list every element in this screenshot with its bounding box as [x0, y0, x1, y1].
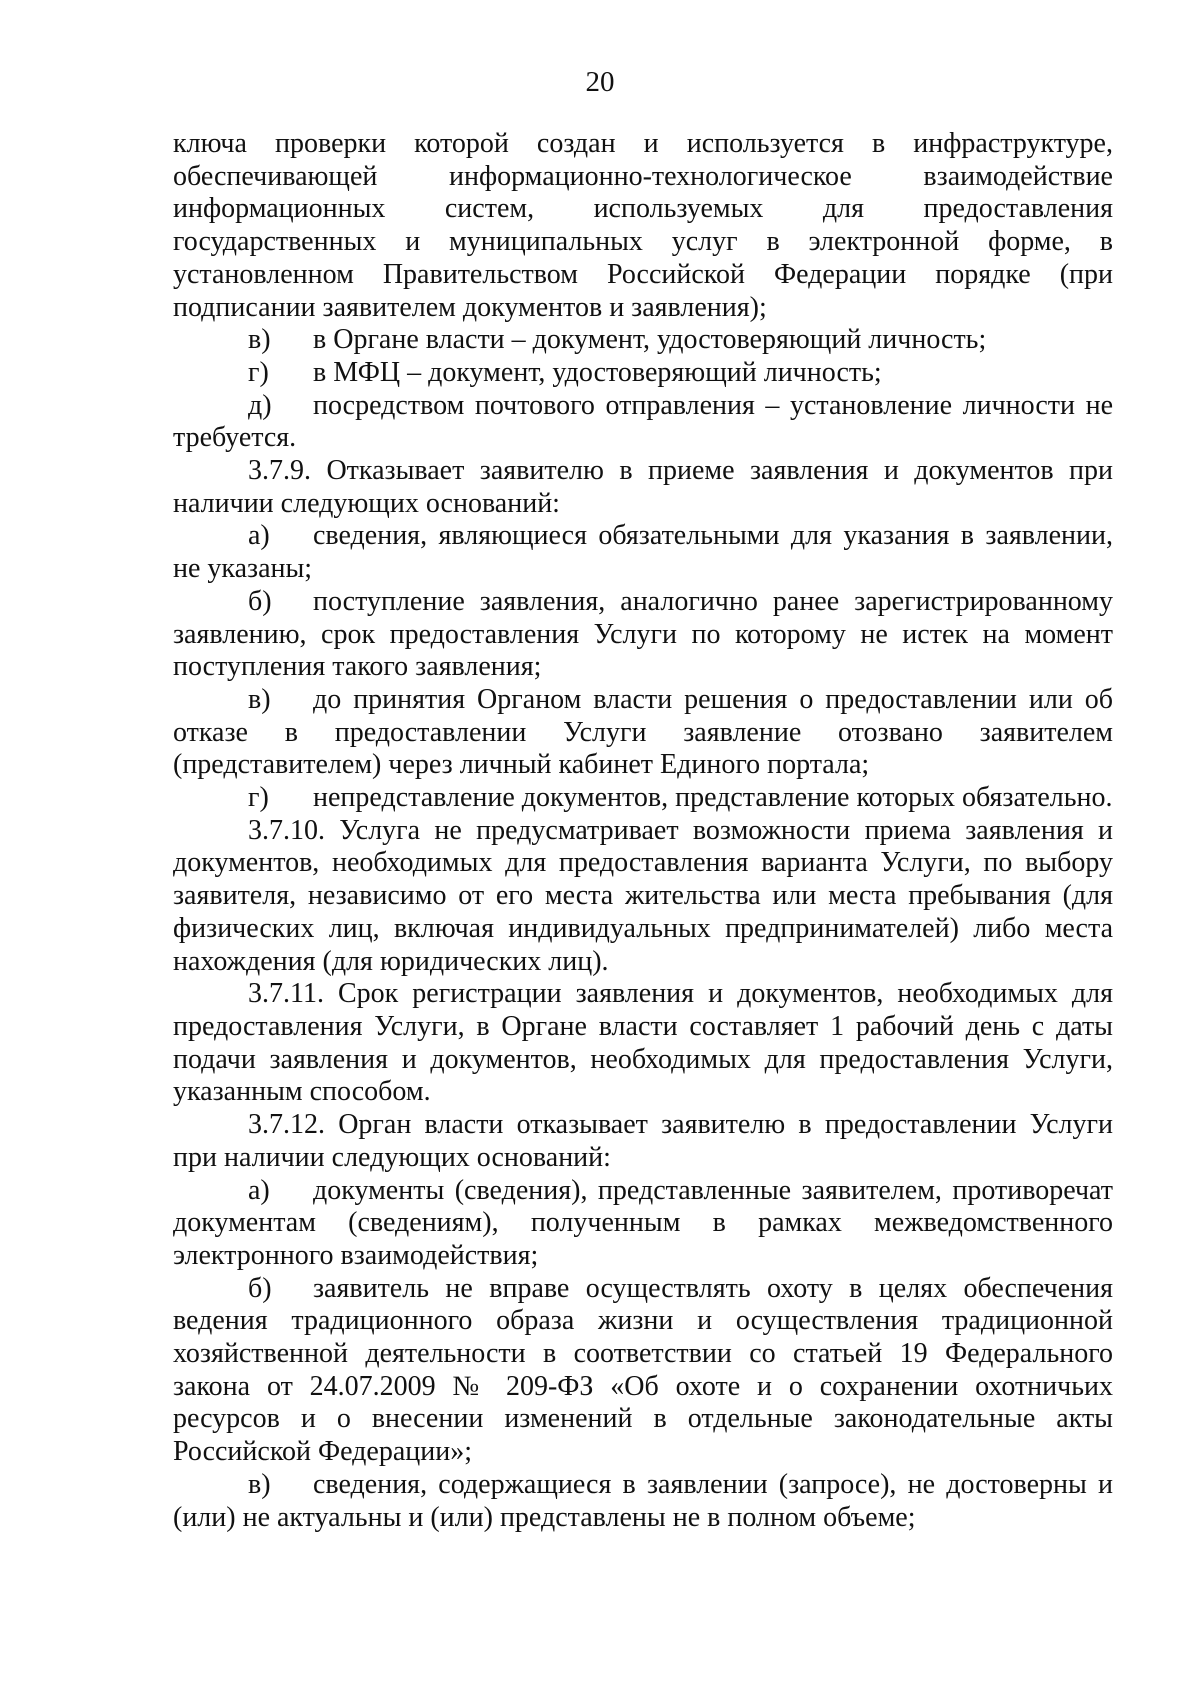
- list-item: [173, 520, 1113, 585]
- document-body: [173, 128, 1113, 1534]
- list-item: [173, 1175, 1113, 1273]
- list-item-marker: г): [248, 782, 269, 814]
- list-item: [173, 782, 1113, 815]
- list-item-text: документы (сведения), представленные заявителем, противоречат документам (сведениям), полученным в рамках межведомственного электронного взаимодействия;: [173, 1174, 1113, 1271]
- list-item-marker: г): [248, 356, 269, 388]
- list-item-text: сведения, являющиеся обязательными для указания в заявлении, не указаны;: [173, 520, 1113, 585]
- list-item-marker: а): [248, 520, 270, 552]
- list-item-text: посредством почтового отправления – установление личности не требуется.: [173, 389, 1113, 454]
- paragraph: 3.7.11. Срок регистрации заявления и документов, необходимых для предоставления Услуги, в Органе власти составляет 1 рабочий день с даты подачи заявления и документов, необходимых для предоставления Услуги, указанным способом.: [173, 978, 1113, 1108]
- list-item: [173, 1273, 1113, 1469]
- list-item-marker: в): [248, 324, 271, 356]
- list-item-marker: в): [248, 1468, 271, 1500]
- list-item-text: в Органе власти – документ, удостоверяющий личность;: [313, 324, 987, 356]
- paragraph: 3.7.12. Орган власти отказывает заявителю в предоставлении Услуги при наличии следующих оснований:: [173, 1109, 1113, 1173]
- list-item-text: заявитель не вправе осуществлять охоту в целях обеспечения ведения традиционного образа жизни и осуществления традиционной хозяйственной деятельности в соответствии со статьей 19 Федерального закона от 24.07.2009 № 209-ФЗ «Об охоте и о сохранении охотничьих ресурсов и о внесении изменений в отдельные законодательные акты Российской Федерации»;: [173, 1272, 1113, 1468]
- list-item: [173, 357, 1113, 390]
- list-item-marker: в): [248, 683, 271, 715]
- list-item: [173, 390, 1113, 455]
- paragraph: 3.7.9. Отказывает заявителю в приеме заявления и документов при наличии следующих оснований:: [173, 455, 1113, 519]
- list-item: [173, 684, 1113, 782]
- list-item-text: сведения, содержащиеся в заявлении (запросе), не достоверны и (или) не актуальны и (или) представлены не в полном объеме;: [173, 1468, 1113, 1533]
- list-item-marker: д): [248, 389, 272, 421]
- paragraph: ключа проверки которой создан и используется в инфраструктуре, обеспечивающей информационно-технологическое взаимодействие информационных систем, используемых для предоставления государственных и муниципальных услуг в электронной форме, в установленном Правительством Российской Федерации порядке (при подписании заявителем документов и заявления);: [173, 128, 1113, 323]
- list-item-text: до принятия Органом власти решения о предоставлении или об отказе в предоставлении Услуги заявление отозвано заявителем (представителем) через личный кабинет Единого портала;: [173, 683, 1113, 781]
- list-item: [173, 586, 1113, 684]
- list-item-text: поступление заявления, аналогично ранее зарегистрированному заявлению, срок предоставления Услуги по которому не истек на момент поступления такого заявления;: [173, 585, 1113, 683]
- list-item-marker: б): [248, 1272, 272, 1304]
- page-number: 20: [585, 66, 615, 98]
- paragraph: 3.7.10. Услуга не предусматривает возможности приема заявления и документов, необходимых для предоставления варианта Услуги, по выбору заявителя, независимо от его места жительства или места пребывания (для физических лиц, включая индивидуальных предпринимателей) либо места нахождения (для юридических лиц).: [173, 814, 1113, 977]
- list-item-marker: а): [248, 1174, 270, 1206]
- list-item: [173, 324, 1113, 357]
- list-item-marker: б): [248, 585, 272, 617]
- list-item-text: в МФЦ – документ, удостоверяющий личность;: [313, 356, 882, 388]
- list-item: [173, 1469, 1113, 1534]
- list-item-text: непредставление документов, представление которых обязательно.: [313, 782, 1113, 814]
